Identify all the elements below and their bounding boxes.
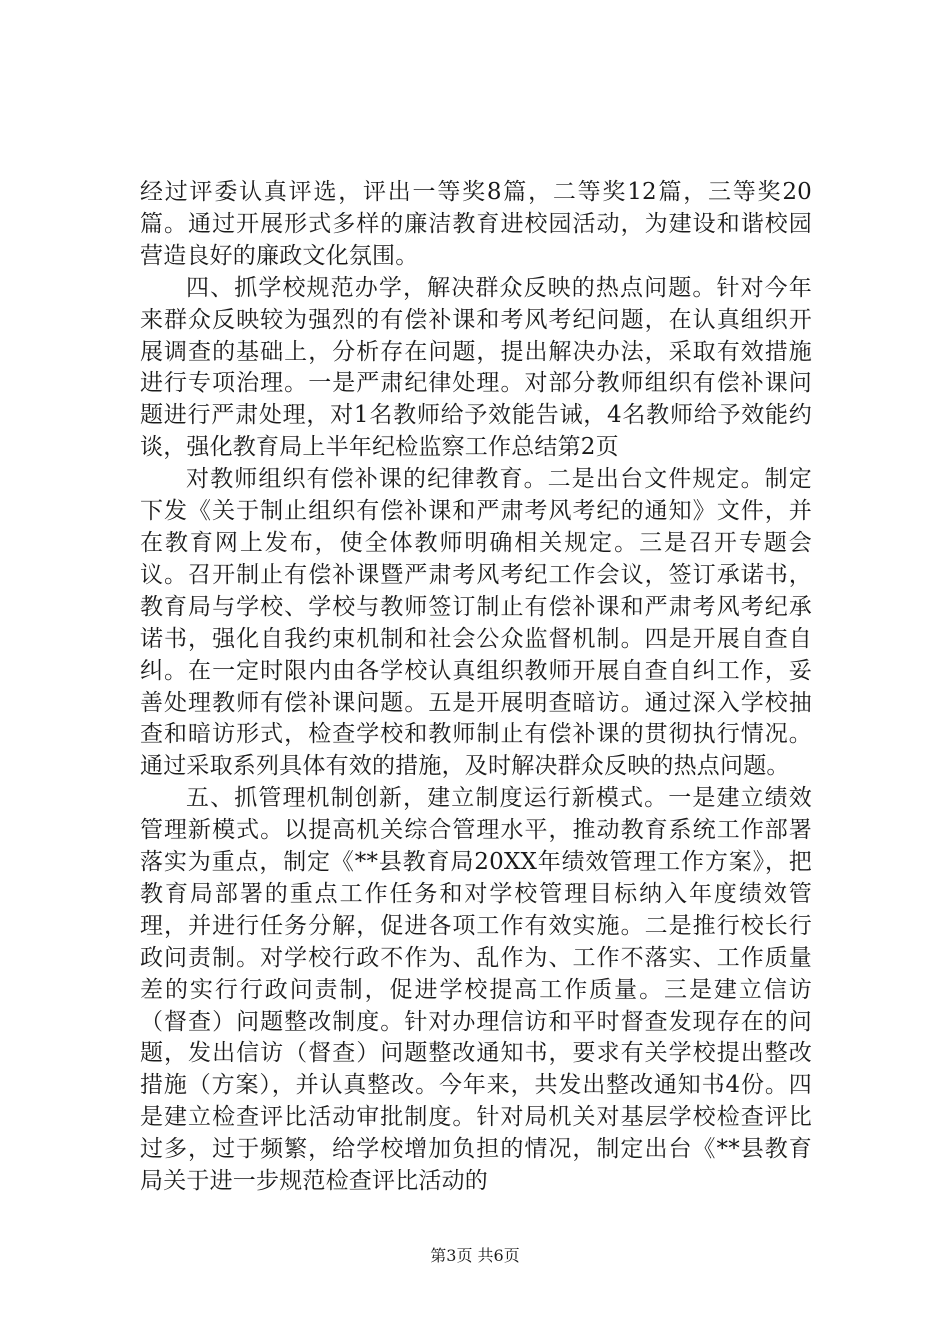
paragraph-4: 五、抓管理机制创新，建立制度运行新模式。一是建立绩效管理新模式。以提高机关综合管理水平，推动教育系统工作部署落实为重点，制定《**县教育局20XX年绩效管理工作方案》，把教育局部署的重点工作任务和对学校管理目标纳入年度绩效管理，并进行任务分解，促进各项工作有效实施。二是推行校长行政问责制。对学校行政不作为、乱作为、工作不落实、工作质量差的实行行政问责制，促进学校提高工作质量。三是建立信访（督查）问题整改制度。针对办理信访和平时督查发现存在的问题，发出信访（督查）问题整改通知书，要求有关学校提出整改措施（方案），并认真整改。今年来，共发出整改通知书4份。四是建立检查评比活动审批制度。针对局机关对基层学校检查评比过多，过于频繁，给学校增加负担的情况，制定出台《**县教育局关于进一步规范检查评比活动的 bbox=[140, 785, 812, 1195]
paragraph-1: 经过评委认真评选，评出一等奖8篇，二等奖12篇，三等奖20篇。通过开展形式多样的廉洁教育进校园活动，为建设和谐校园营造良好的廉政文化氛围。 bbox=[140, 179, 812, 269]
paragraph-2: 四、抓学校规范办学，解决群众反映的热点问题。针对今年来群众反映较为强烈的有偿补课和考风考纪问题，在认真组织开展调查的基础上，分析存在问题，提出解决办法，采取有效措施进行专项治理。一是严肃纪律处理。对部分教师组织有偿补课问题进行严肃处理，对1名教师给予效能告诫，4名教师给予效能约谈，强化教育局上半年纪检监察工作总结第2页 bbox=[140, 274, 812, 461]
paragraph-3: 对教师组织有偿补课的纪律教育。二是出台文件规定。制定下发《关于制止组织有偿补课和严肃考风考纪的通知》文件，并在教育网上发布，使全体教师明确相关规定。三是召开专题会议。召开制止有偿补课暨严肃考风考纪工作会议，签订承诺书，教育局与学校、学校与教师签订制止有偿补课和严肃考风考纪承诺书，强化自我约束机制和社会公众监督机制。四是开展自查自纠。在一定时限内由各学校认真组织教师开展自查自纠工作，妥善处理教师有偿补课问题。五是开展明查暗访。通过深入学校抽查和暗访形式，检查学校和教师制止有偿补课的贯彻执行情况。通过采取系列具体有效的措施，及时解决群众反映的热点问题。 bbox=[140, 466, 812, 780]
page-footer: 第3页 共6页 bbox=[430, 1246, 520, 1265]
document-body bbox=[140, 177, 812, 1198]
